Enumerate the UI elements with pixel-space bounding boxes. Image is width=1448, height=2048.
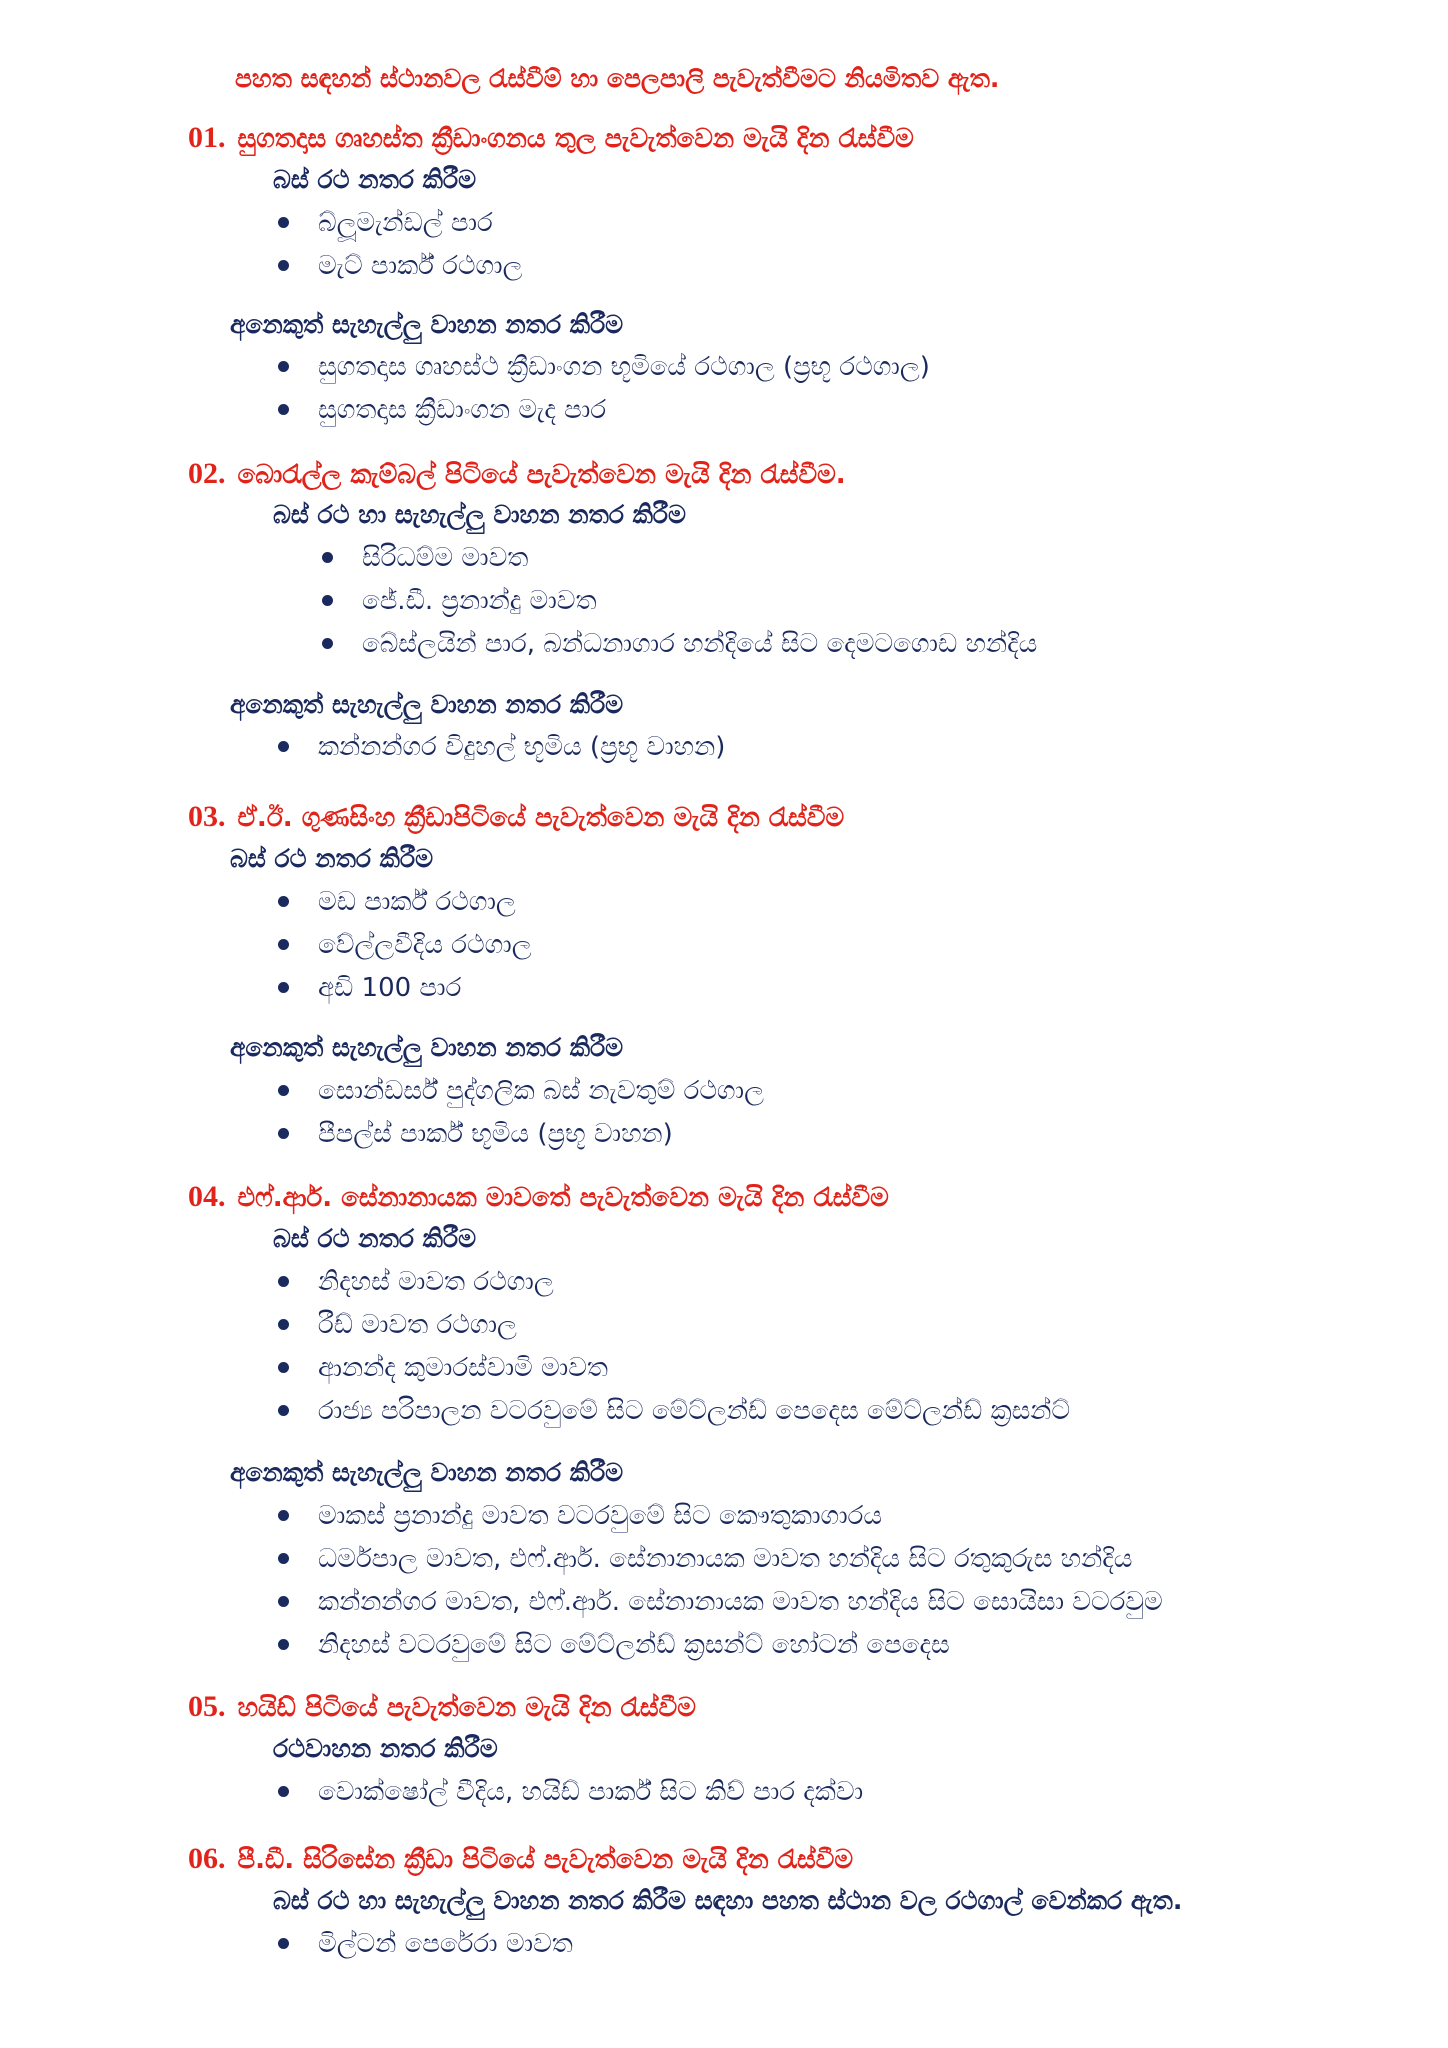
list-item [318, 967, 532, 1010]
list-item [362, 537, 1037, 580]
section-title-05 [188, 1690, 696, 1724]
bullet-icon [278, 404, 289, 415]
list-item-text: බේස්ලයින් පාර, බන්ධනාගාර හන්දියේ සිට දෙමටගොඩ හන්දිය [362, 629, 1038, 659]
group-heading: අනෙකුත් සැහැල්ලු වාහන නතර කිරීම [230, 690, 624, 719]
bullet-icon [278, 1596, 289, 1607]
list-item [362, 580, 1037, 623]
bullet-icon [278, 1128, 289, 1139]
group-heading: අනෙකුත් සැහැල්ලු වාහන නතර කිරීම [230, 310, 624, 339]
group-heading: බස් රථ නතර කිරීම [230, 844, 434, 873]
list-item-text: බ්ලූමැන්ඩල් පාර [318, 208, 493, 238]
bullet-icon [278, 361, 289, 372]
bullet-icon [278, 1553, 289, 1564]
section-number: 05. [188, 1690, 226, 1723]
list-item [318, 1771, 863, 1814]
item-list [318, 726, 725, 769]
bullet-icon [278, 1639, 289, 1650]
bullet-icon [278, 1510, 289, 1521]
section-title-text: එෆ්.ආර්. සේනානායක මාවතේ පැවැත්වෙන මැයි දින රැස්වීම [237, 1183, 889, 1213]
bullet-icon [278, 1786, 289, 1797]
list-item [318, 346, 930, 389]
section-number: 04. [188, 1180, 226, 1213]
list-item [318, 1390, 1070, 1433]
list-item [318, 1347, 1070, 1390]
list-item [318, 1113, 764, 1156]
group-heading: බස් රථ නතර කිරීම [273, 1224, 477, 1253]
item-list [318, 346, 930, 432]
list-item-text: සොන්ඩර්ස් පුද්ගලික බස් නැවතුම් රථගාල [318, 1076, 764, 1106]
bullet-icon [322, 552, 333, 563]
list-item-text: සිරිධම්ම මාවත [362, 543, 529, 573]
list-item-text: සුගතදාස ක්‍රීඩාංගන මැද පාර [318, 395, 607, 425]
bullet-icon [322, 595, 333, 606]
bullet-icon [278, 982, 289, 993]
item-list [318, 881, 532, 1010]
list-item [318, 1624, 1163, 1667]
list-item [318, 726, 725, 769]
list-item [318, 1538, 1163, 1581]
list-item [318, 245, 522, 288]
list-item [318, 389, 930, 432]
section-title-01 [188, 121, 914, 155]
item-list [362, 537, 1037, 666]
list-item-text: මිල්ටන් පෙරේරා මාවත [318, 1929, 573, 1959]
list-item [318, 924, 532, 967]
list-item-text: මැට් පාර්ක් රථගාල [318, 251, 523, 281]
item-list [318, 1771, 863, 1814]
list-item-text: රාජ්‍ය පරිපාලන වටරවුමේ සිට මේට්ලන්ඩ් පෙදෙස මේට්ලන්ඩ් ක්‍රසන්ට් [318, 1396, 1071, 1426]
bullet-icon [278, 1362, 289, 1373]
section-title-text: බොරැල්ල කැම්බල් පිටියේ පැවැත්වෙන මැයි දින රැස්වීම. [237, 460, 846, 490]
section-title-04 [188, 1180, 889, 1214]
list-item [318, 1304, 1070, 1347]
list-item-text: කන්නන්ගර විදුහල් භූමිය (ප්‍රභූ වාහන) [318, 732, 726, 762]
group-heading: බස් රථ හා සැහැල්ලු වාහන නතර කිරීම සඳහා පහත ස්ථාන වල රථගාල් වෙන්කර ඇත. [273, 1886, 1183, 1915]
section-title-03 [188, 800, 844, 834]
section-title-02 [188, 457, 846, 491]
list-item-text: ආනන්ද කුමාරස්වාමි මාවත [318, 1353, 609, 1383]
list-item-text: ජේ.ඩී. ප්‍රනාන්දු මාවත [362, 586, 597, 616]
list-item-text: වොක්ෂෝල් වීදිය, හයිඩ් පාර්ක් සිට කිව් පාර දක්වා [318, 1777, 864, 1807]
group-heading: අනෙකුත් සැහැල්ලු වාහන නතර කිරීම [230, 1033, 624, 1062]
bullet-icon [322, 638, 333, 649]
list-item [318, 1923, 573, 1966]
list-item-text: නිදහස් මාවත රථගාල [318, 1267, 554, 1297]
list-item-text: මාකස් ප්‍රනාන්දු මාවත වටරවුමේ සිට කෞතුකාගාරය [318, 1501, 883, 1531]
section-title-text: පී.ඩී. සිරිසේන ක්‍රීඩා පිටියේ පැවැත්වෙන මැයි දින රැස්වීම [237, 1845, 854, 1875]
section-number: 06. [188, 1842, 226, 1875]
bullet-icon [278, 1405, 289, 1416]
section-number: 02. [188, 457, 226, 490]
section-number: 01. [188, 121, 226, 154]
section-title-06 [188, 1842, 853, 1876]
list-item-text: අඩි 100 පාර [318, 973, 462, 1003]
bullet-icon [278, 939, 289, 950]
list-item [318, 202, 522, 245]
item-list [318, 202, 522, 288]
bullet-icon [278, 217, 289, 228]
list-item-text: රීඩ් මාවත රථගාල [318, 1310, 517, 1340]
intro-text: පහත සඳහන් ස්ථානවල රැස්වීම් හා පෙලපාලි පැවැත්වීමට නියමිතව ඇත. [235, 64, 1000, 93]
section-title-text: සුගතදාස ගෘහස්ත ක්‍රීඩාංගනය තුල පැවැත්වෙන මැයි දින රැස්වීම [237, 124, 914, 154]
list-item [318, 1495, 1163, 1538]
bullet-icon [278, 1319, 289, 1330]
item-list [318, 1923, 573, 1966]
list-item-text: සුගතදාස ගෘහස්ථ ක්‍රීඩාංගන භූමියේ රථගාල (ප්‍රභූ රථගාල) [318, 352, 930, 382]
bullet-icon [278, 260, 289, 271]
list-item-text: වේල්ලවීදිය රථගාල [318, 930, 532, 960]
list-item-text: කන්නන්ගර මාවත, එෆ්.ආර්. සේනානායක මාවත හන්දිය සිට සොයිසා වටරවුම [318, 1587, 1163, 1617]
bullet-icon [278, 1938, 289, 1949]
list-item [318, 1070, 764, 1113]
bullet-icon [278, 741, 289, 752]
list-item [318, 1261, 1070, 1304]
item-list [318, 1070, 764, 1156]
group-heading: බස් රථ හා සැහැල්ලු වාහන නතර කිරීම [273, 500, 686, 529]
item-list [318, 1495, 1163, 1667]
list-item-text: මඩ පාර්ක් රථගාල [318, 887, 516, 917]
list-item [318, 881, 532, 924]
section-title-text: ඒ.ඊ. ගුණසිංහ ක්‍රීඩාපිටියේ පැවැත්වෙන මැයි දින රැස්වීම [237, 803, 845, 833]
section-title-text: හයිඩ් පිටියේ පැවැත්වෙන මැයි දින රැස්වීම [237, 1693, 696, 1723]
bullet-icon [278, 1085, 289, 1096]
bullet-icon [278, 896, 289, 907]
list-item-text: පීපල්ස් පාර්ක් භූමිය (ප්‍රභූ වාහන) [318, 1119, 673, 1149]
list-item-text: නිදහස් වටරවුමේ සිට මේට්ලන්ඩ් ක්‍රසන්ට් හෝටන් පෙදෙස [318, 1630, 950, 1660]
group-heading: රථවාහන නතර කිරීම [273, 1734, 498, 1763]
list-item [318, 1581, 1163, 1624]
item-list [318, 1261, 1070, 1433]
section-number: 03. [188, 800, 226, 833]
list-item [362, 623, 1037, 666]
group-heading: අනෙකුත් සැහැල්ලු වාහන නතර කිරීම [230, 1458, 624, 1487]
bullet-icon [278, 1276, 289, 1287]
list-item-text: ධර්මපාල මාවත, එෆ්.ආර්. සේනානායක මාවත හන්දිය සිට රතුකුරුස හන්දිය [318, 1544, 1133, 1574]
group-heading: බස් රථ නතර කිරීම [273, 165, 477, 194]
